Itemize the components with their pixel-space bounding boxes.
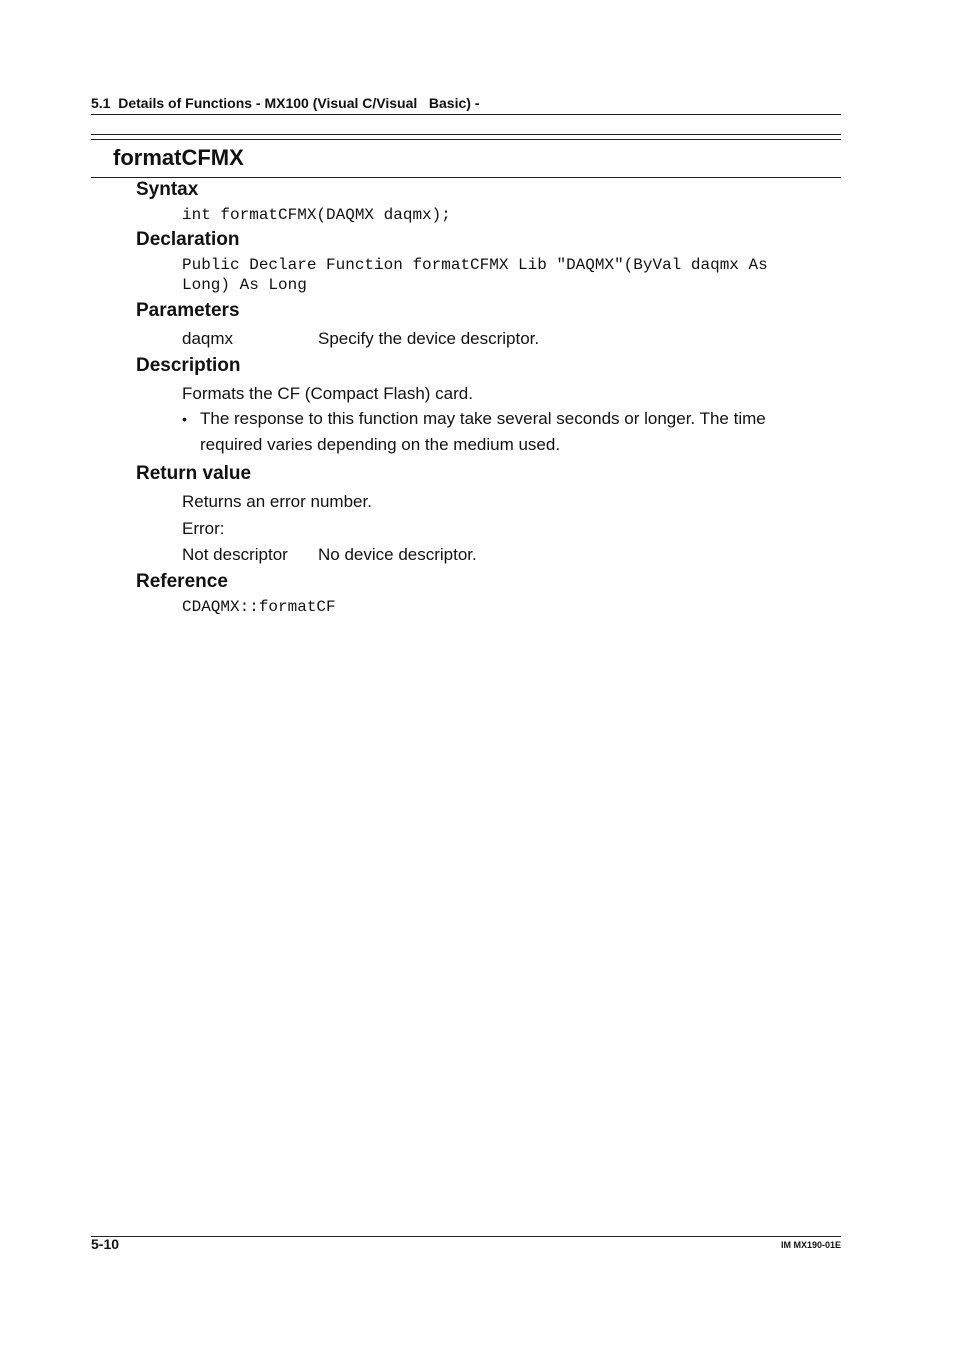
reference-heading: Reference <box>136 571 228 592</box>
declaration-code-line1: Public Declare Function formatCFMX Lib "DAQMX"(ByVal daqmx As <box>182 256 768 274</box>
function-title: formatCFMX <box>113 145 244 170</box>
syntax-heading: Syntax <box>136 179 199 200</box>
parameter-description: Specify the device descriptor. <box>318 329 540 348</box>
page-number: 5-10 <box>91 1236 120 1252</box>
error-description: No device descriptor. <box>318 545 477 564</box>
parameters-heading: Parameters <box>136 300 240 321</box>
declaration-code-line2: Long) As Long <box>182 276 307 294</box>
running-head: 5.1 Details of Functions - MX100 (Visual C/Visual Basic) - <box>91 95 480 111</box>
title-rule-bottom <box>91 177 841 178</box>
return-value-text: Returns an error number. <box>182 492 372 511</box>
description-text: Formats the CF (Compact Flash) card. <box>182 384 473 403</box>
bullet-icon: • <box>182 411 187 427</box>
return-value-heading: Return value <box>136 463 252 484</box>
document-id: IM MX190-01E <box>780 1240 841 1250</box>
title-rule-top-1 <box>91 134 841 135</box>
error-name: Not descriptor <box>182 545 288 564</box>
footer-rule <box>91 1236 841 1237</box>
declaration-heading: Declaration <box>136 229 240 250</box>
error-label: Error: <box>182 519 225 538</box>
description-bullet: The response to this function may take several seconds or longer. The time required varies depending on the medium used. <box>200 409 766 454</box>
header-rule <box>91 114 841 115</box>
description-heading: Description <box>136 355 241 376</box>
title-rule-top-2 <box>91 139 841 140</box>
reference-code: CDAQMX::formatCF <box>182 598 336 616</box>
syntax-code: int formatCFMX(DAQMX daqmx); <box>182 206 451 224</box>
parameter-name: daqmx <box>182 329 234 348</box>
